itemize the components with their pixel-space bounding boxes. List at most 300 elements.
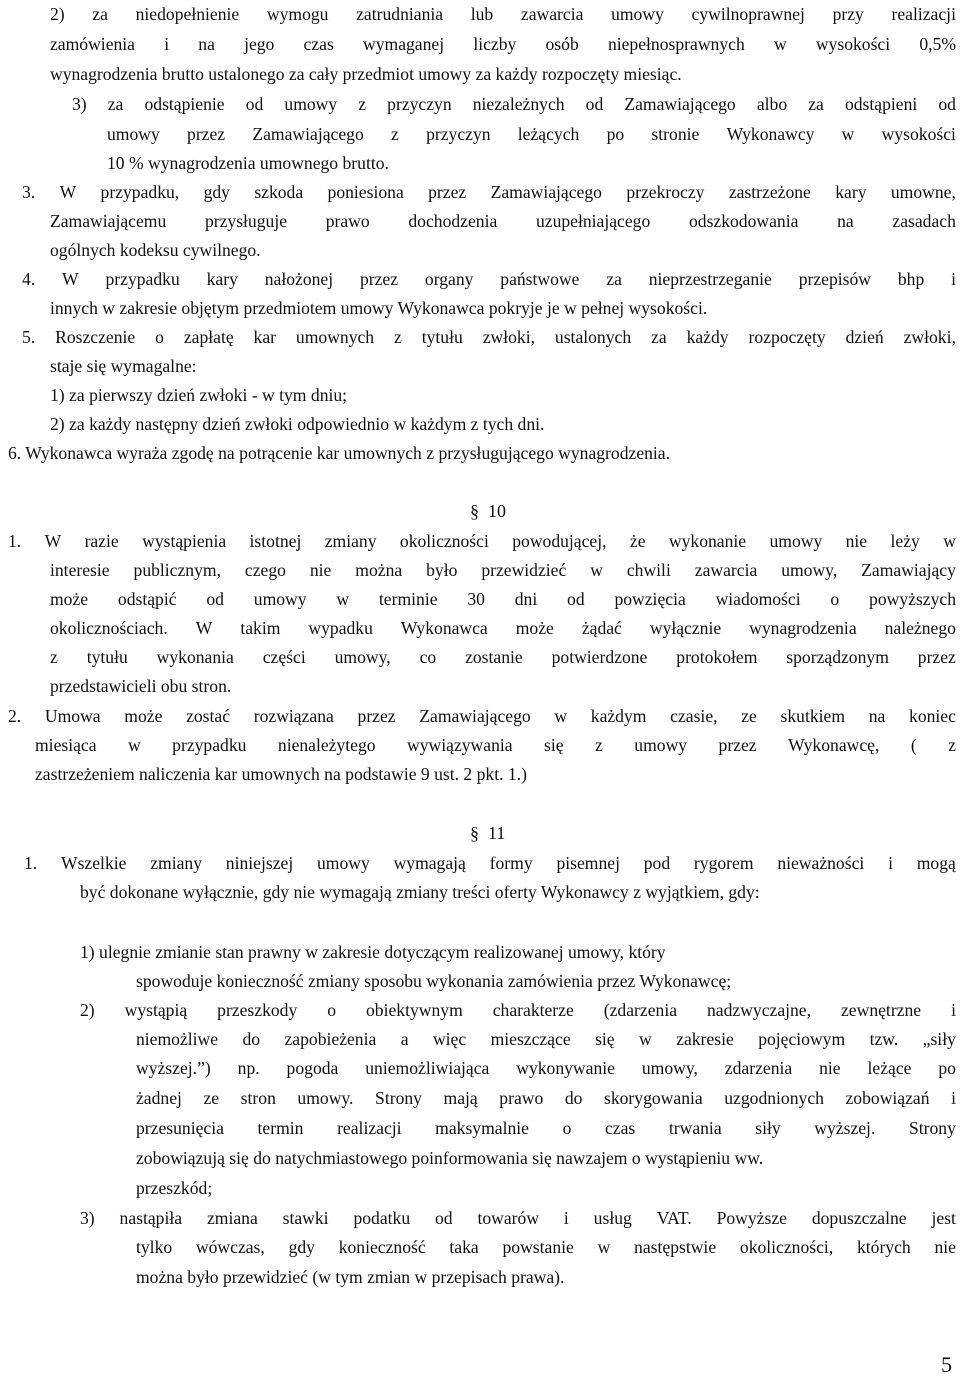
word: umownych (295, 327, 375, 347)
word: zdarzenia (724, 1058, 793, 1078)
word: gdy (288, 1237, 315, 1257)
word: leżących (517, 124, 580, 144)
word: poniesiona (327, 182, 404, 202)
word: ze (741, 706, 757, 726)
word: zwłoki, (482, 327, 535, 347)
text-line: 10 % wynagrodzenia umownego brutto. (107, 153, 389, 173)
word: wiadomości (715, 589, 801, 609)
word: nie (934, 1237, 956, 1257)
word: publicznym, (133, 560, 221, 580)
word: zewnętrzne (841, 1000, 922, 1020)
word: w (554, 706, 568, 726)
word: Zamawiającego (624, 94, 736, 114)
text-line (107, 123, 956, 145)
word: powstanie (502, 1237, 574, 1257)
text-line (50, 617, 956, 639)
word: taka (449, 1237, 479, 1257)
text-line (136, 1117, 956, 1139)
word: Zamawiającemu (50, 211, 167, 231)
text-line (8, 705, 956, 727)
word: za (92, 4, 108, 24)
text-line (22, 268, 956, 290)
word: wynagrodzenia (749, 618, 857, 638)
word: było (426, 560, 458, 580)
word: pojęciowym (758, 1029, 846, 1049)
word: do (564, 1088, 583, 1108)
word: zmiana (206, 1208, 258, 1228)
word: niezależnych (472, 94, 565, 114)
word: niepełnosprawnych (607, 34, 745, 54)
word: w (639, 1029, 652, 1049)
text-line (24, 852, 956, 874)
word: Umowa (44, 706, 101, 726)
section-sign: § (470, 823, 479, 843)
word: stronie (651, 124, 700, 144)
word: wówczas, (195, 1237, 265, 1257)
word: i (951, 1088, 956, 1108)
word: zostać (186, 706, 231, 726)
word: (zdarzenia (603, 1000, 678, 1020)
word: należnego (884, 618, 956, 638)
word: pogoda (286, 1058, 339, 1078)
word: przez (917, 647, 956, 667)
word: nieprzestrzeganie (648, 269, 772, 289)
word: towarów (477, 1208, 540, 1228)
word: jego (244, 34, 275, 54)
word: na (198, 34, 215, 54)
word: przypadku (172, 735, 247, 755)
word: zawarcia (520, 4, 584, 24)
text-line (136, 1087, 956, 1109)
word: wywiązywania (407, 735, 513, 755)
word: nie (819, 1058, 841, 1078)
word: może (50, 589, 89, 609)
word: realizacji (337, 1118, 402, 1138)
word: 2) (80, 1000, 95, 1020)
text-line: 2) za każdy następny dzień zwłoki odpowiednio w każdym z tych dni. (50, 414, 545, 434)
word: lub (470, 4, 494, 24)
word: osób (545, 34, 579, 54)
text-line (136, 1057, 956, 1079)
word: leżące (867, 1058, 912, 1078)
word: Strony (375, 1088, 422, 1108)
word: wysokości (881, 124, 956, 144)
word: w (590, 560, 603, 580)
word: umowy (611, 4, 664, 24)
word: co (419, 647, 437, 667)
word: czas (303, 34, 334, 54)
word: przyczyn (387, 94, 452, 114)
word: umowy, (781, 560, 838, 580)
text-line: spowoduje konieczność zmiany sposobu wykonania zamówienia przez Wykonawcę; (136, 971, 732, 991)
text-line (50, 3, 956, 25)
word: koniec (909, 706, 956, 726)
word: od (435, 1208, 453, 1228)
word: niemożliwe (136, 1029, 219, 1049)
word: się (595, 1029, 615, 1049)
word: przesunięcia (136, 1118, 224, 1138)
word: 2) (50, 4, 65, 24)
word: przewidzieć (481, 560, 567, 580)
word: kar (253, 327, 277, 347)
word: 2. (8, 706, 22, 726)
word: od (245, 94, 264, 114)
text-line (50, 559, 956, 581)
word: umowy (284, 94, 338, 114)
word: umowy, (641, 1058, 698, 1078)
word: wyższej. (814, 1118, 876, 1138)
text-line (22, 326, 956, 348)
word: ustalonych (554, 327, 632, 347)
word: formy (489, 853, 533, 873)
word: z (394, 327, 402, 347)
word: Zamawiającego (252, 124, 364, 144)
text-line: zobowiązują się do natychmiastowego poinformowania się nawzajem o wystąpieniu ww. (136, 1148, 764, 1168)
word: od (567, 589, 585, 609)
word: bhp (897, 269, 925, 289)
word: następstwie (634, 1237, 717, 1257)
word: za (606, 269, 622, 289)
word: z (391, 124, 399, 144)
section-number: 11 (488, 823, 506, 843)
word: takim (240, 618, 281, 638)
text-line (80, 999, 956, 1021)
word: terminie (378, 589, 438, 609)
word: nieważności (777, 853, 865, 873)
word: uzupełniającego (535, 211, 651, 231)
word: odszkodowania (688, 211, 799, 231)
word: powzięcia (614, 589, 686, 609)
word: w (128, 735, 141, 755)
word: zwłoki, (903, 327, 956, 347)
word: umowy (769, 531, 823, 551)
word: nadzwyczajne, (706, 1000, 812, 1020)
word: W (62, 269, 79, 289)
text-line: 1) ulegnie zmianie stan prawny w zakresie dotyczącym realizowanej umowy, który (80, 942, 666, 962)
word: a (400, 1029, 409, 1049)
word: liczby (473, 34, 517, 54)
word: niedopełnienie (135, 4, 240, 24)
word: zapobieżenia (284, 1029, 377, 1049)
word: i (563, 1208, 569, 1228)
word: 3) (80, 1208, 95, 1228)
word: i (888, 853, 893, 873)
word: czasie, (670, 706, 718, 726)
word: z (50, 647, 58, 667)
word: maksymalnie (435, 1118, 529, 1138)
word: podatku (353, 1208, 411, 1228)
text-line: 1) za pierwszy dzień zwłoki - w tym dniu; (50, 385, 348, 405)
word: umowy (317, 853, 370, 873)
word: wystąpienia (142, 531, 227, 551)
text-line (72, 93, 956, 115)
word: przekroczy (626, 182, 705, 202)
word: powyższych (869, 589, 956, 609)
word: VAT. (656, 1208, 692, 1228)
text-line: przedstawicieli obu stron. (50, 676, 232, 696)
word: tytułu (421, 327, 463, 347)
word: zatrudniania (356, 4, 444, 24)
word: Roszczenie (55, 327, 136, 347)
word: okoliczności, (739, 1237, 834, 1257)
word: stawki (282, 1208, 329, 1228)
word: rygorem (693, 853, 754, 873)
text-line: 6. Wykonawca wyraża zgodę na potrącenie kar umownych z przysługującego wynagrodzenia. (8, 443, 671, 463)
word: Powyższe (716, 1208, 787, 1228)
word: nie (845, 531, 868, 551)
word: za (651, 327, 667, 347)
word: gdy (203, 182, 230, 202)
word: od (938, 94, 956, 114)
word: których (856, 1237, 911, 1257)
word: nałożonej (264, 269, 334, 289)
word: wystąpią (124, 1000, 188, 1020)
word: umowy (253, 589, 307, 609)
word: wykonania (156, 647, 234, 667)
word: w (773, 34, 787, 54)
word: rozpoczęty (748, 327, 826, 347)
word: termin (257, 1118, 304, 1138)
text-line (8, 530, 956, 552)
word: prawo (325, 211, 370, 231)
word: więc (432, 1029, 467, 1049)
word: zawarcia (694, 560, 758, 580)
word: W (195, 618, 213, 638)
word: w (597, 1237, 611, 1257)
word: okoliczności (399, 531, 489, 551)
word: po (606, 124, 625, 144)
section-number: 10 (488, 501, 506, 521)
word: zamówienia (50, 34, 135, 54)
word: sporządzonym (786, 647, 889, 667)
word: dochodzenia (408, 211, 498, 231)
text-line (80, 1207, 956, 1229)
word: nie (309, 560, 332, 580)
word: realizacji (891, 4, 956, 24)
text-line: staje się wymagalne: (50, 356, 197, 376)
word: przyczyn (426, 124, 491, 144)
word: tytułu (86, 647, 128, 667)
word: wypadku (308, 618, 373, 638)
word: części (262, 647, 306, 667)
word: 4. (22, 269, 36, 289)
word: do (242, 1029, 261, 1049)
word: Wykonawca (400, 618, 488, 638)
word: przez (359, 269, 399, 289)
word: państwowe (500, 269, 580, 289)
word: dzień (845, 327, 884, 347)
text-line (22, 181, 956, 203)
word: trwania (668, 1118, 722, 1138)
word: niniejszej (225, 853, 294, 873)
word: leży (890, 531, 920, 551)
word: rozwiązana (253, 706, 334, 726)
word: każdym (590, 706, 647, 726)
word: np. (237, 1058, 260, 1078)
word: po (938, 1058, 956, 1078)
word: uzgodnionych (724, 1088, 824, 1108)
word: zasadach (892, 211, 956, 231)
word: dni (514, 589, 538, 609)
word: 3) (72, 94, 87, 114)
text-line (50, 33, 956, 55)
word: Wykonawcy (726, 124, 815, 144)
word: ze (203, 1088, 220, 1108)
word: żadnej (136, 1088, 182, 1108)
word: Zamawiającego (419, 706, 531, 726)
word: wyższej.”) (136, 1058, 211, 1078)
word: o (830, 589, 840, 609)
word: zobowiązań (845, 1088, 930, 1108)
text-line (50, 588, 956, 610)
word: przy (832, 4, 864, 24)
word: pisemnej (556, 853, 620, 873)
word: wymaganej (363, 34, 445, 54)
word: szkoda (254, 182, 304, 202)
word: wymagają (393, 853, 466, 873)
word: przez (357, 706, 396, 726)
word: zmiany (324, 531, 377, 551)
word: istotnej (249, 531, 302, 551)
word: mieszczące (490, 1029, 571, 1049)
word: siły (755, 1118, 781, 1138)
word: organy (424, 269, 474, 289)
word: W (59, 182, 77, 202)
text-line (136, 1028, 956, 1050)
word: Zamawiającego (490, 182, 602, 202)
word: nastąpiła (119, 1208, 183, 1228)
word: przypadku (105, 269, 180, 289)
word: czego (244, 560, 286, 580)
word: usług (593, 1208, 632, 1228)
text-line (35, 734, 956, 756)
word: „siły (922, 1029, 956, 1049)
word: W (44, 531, 62, 551)
word: umowne, (890, 182, 956, 202)
word: Zamawiający (861, 560, 956, 580)
word: przez (187, 124, 226, 144)
word: umowy (634, 735, 688, 755)
word: umowy (107, 124, 160, 144)
text-line: przeszkód; (136, 1178, 213, 1198)
word: tzw. (869, 1029, 899, 1049)
word: za (107, 94, 124, 114)
word: przepisów (798, 269, 871, 289)
word: albo (756, 94, 788, 114)
word: i (951, 1000, 956, 1020)
word: skutkiem (780, 706, 846, 726)
word: że (629, 531, 646, 551)
word: 0,5% (919, 34, 956, 54)
word: zakresie (676, 1029, 734, 1049)
word: nienależytego (277, 735, 376, 755)
word: na (868, 706, 886, 726)
word: jest (931, 1208, 956, 1228)
word: konieczność (338, 1237, 426, 1257)
word: przez (718, 735, 757, 755)
word: żądać (581, 618, 622, 638)
word: obiektywnym (366, 1000, 463, 1020)
word: 1. (8, 531, 22, 551)
text-line: ogólnych kodeksu cywilnego. (50, 240, 261, 260)
word: z (595, 735, 603, 755)
word: w (841, 124, 855, 144)
word: od (206, 589, 224, 609)
word: zostanie (465, 647, 523, 667)
word: wyłącznie (649, 618, 722, 638)
word: może (124, 706, 163, 726)
word: Strony (908, 1118, 956, 1138)
word: ( (910, 735, 917, 755)
word: o (562, 1118, 572, 1138)
word: kary (835, 182, 867, 202)
page-number: 5 (941, 1352, 952, 1377)
section-heading-10 (470, 500, 506, 522)
word: wykonywanie (516, 1058, 615, 1078)
text-line: wynagrodzenia brutto ustalonego za cały przedmiot umowy za każdy rozpoczęty miesiąc. (50, 64, 682, 84)
text-line: innych w zakresie objętym przedmiotem umowy Wykonawca pokryje je w pełnej wysokości. (50, 298, 708, 318)
word: potwierdzone (551, 647, 648, 667)
word: interesie (50, 560, 110, 580)
text-line: zastrzeżeniem naliczenia kar umownych na podstawie 9 ust. 2 pkt. 1.) (35, 764, 527, 784)
word: przeszkody (217, 1000, 298, 1020)
word: odstąpieni (844, 94, 918, 114)
word: stron (240, 1088, 276, 1108)
word: chwili (626, 560, 671, 580)
word: wysokości (815, 34, 891, 54)
word: z (948, 735, 956, 755)
word: mają (443, 1088, 478, 1108)
word: okolicznościach. (50, 618, 168, 638)
word: z (358, 94, 367, 114)
word: kary (206, 269, 238, 289)
word: się (544, 735, 564, 755)
word: każdy (686, 327, 729, 347)
word: miesiąca (35, 735, 97, 755)
text-line (50, 210, 956, 232)
word: o (327, 1000, 337, 1020)
word: razie (84, 531, 119, 551)
text-line: być dokonane wyłącznie, gdy nie wymagają zmiany treści oferty Wykonawcy z wyjątkiem, gdy: (80, 882, 760, 902)
word: cywilnoprawnej (691, 4, 805, 24)
word: odstąpić (117, 589, 177, 609)
word: o (155, 327, 164, 347)
word: od (585, 94, 604, 114)
word: przysługuje (204, 211, 288, 231)
word: zastrzeżone (728, 182, 811, 202)
section-heading-11 (470, 822, 505, 844)
word: charakterze (492, 1000, 574, 1020)
word: odstąpienie (144, 94, 225, 114)
word: skorygowania (603, 1088, 703, 1108)
word: pod (643, 853, 671, 873)
word: 1. (24, 853, 38, 873)
word: 3. (22, 182, 36, 202)
word: dopuszczalne (811, 1208, 907, 1228)
word: umowy, (334, 647, 391, 667)
word: w (336, 589, 350, 609)
word: czas (604, 1118, 636, 1138)
word: umowy. (297, 1088, 354, 1108)
word: wymogu (266, 4, 329, 24)
word: można (355, 560, 403, 580)
word: tylko (136, 1237, 173, 1257)
word: powodującej, (512, 531, 607, 551)
word: Wszelkie (60, 853, 127, 873)
word: zapłatę (183, 327, 234, 347)
word: uniemożliwiająca (365, 1058, 490, 1078)
word: wykonanie (668, 531, 747, 551)
